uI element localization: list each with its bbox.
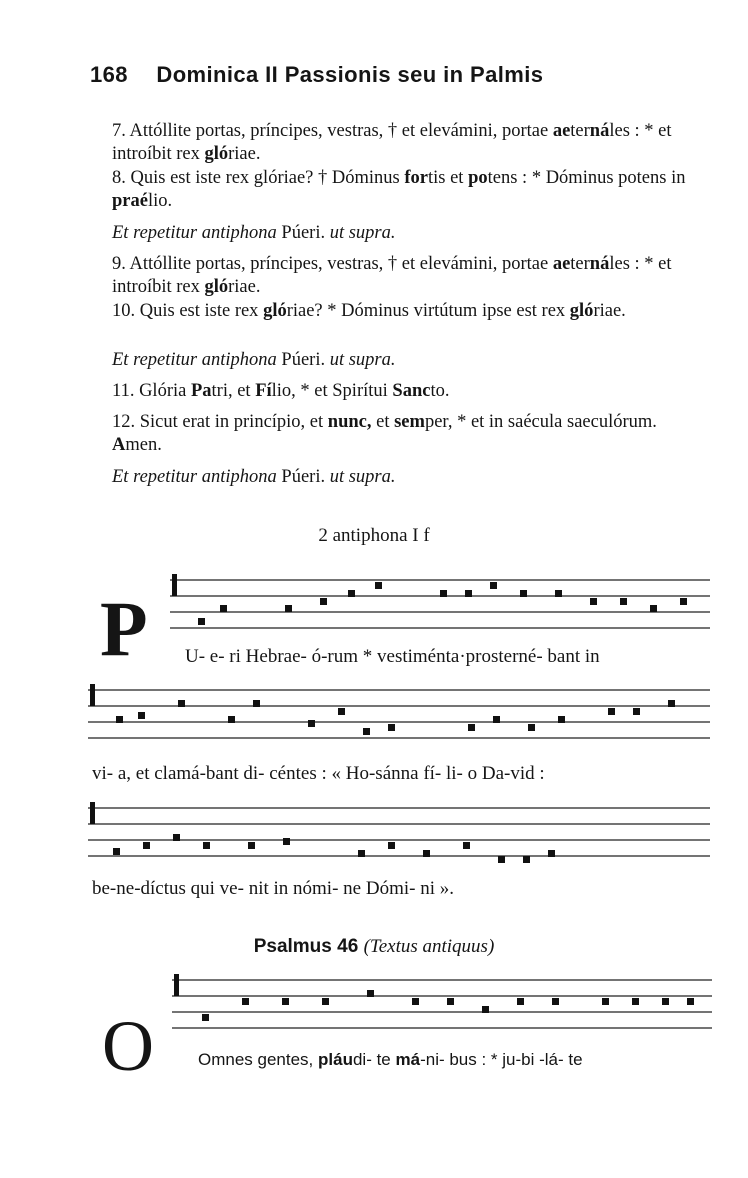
chant-lyrics-2: vi- a, et clamá-bant di- céntes : « Ho-sánna fí- li- o Da-vid : bbox=[92, 763, 545, 784]
neume bbox=[173, 834, 180, 841]
page-header bbox=[90, 62, 710, 88]
neume bbox=[242, 998, 249, 1005]
neume bbox=[447, 998, 454, 1005]
neume bbox=[228, 716, 235, 723]
clef-mark bbox=[90, 684, 95, 706]
neume bbox=[282, 998, 289, 1005]
neume bbox=[178, 700, 185, 707]
clef-mark bbox=[174, 974, 179, 996]
neume bbox=[308, 720, 315, 727]
verse-v8: 8. Quis est iste rex glóriae? † Dóminus fortis et potens : * Dóminus potens in praélio. bbox=[112, 168, 686, 211]
antiphon-initial: P bbox=[100, 585, 148, 672]
neume bbox=[608, 708, 615, 715]
neume bbox=[358, 850, 365, 857]
antiphon-heading: 2 antiphona I f bbox=[318, 525, 430, 546]
neume bbox=[283, 838, 290, 845]
staff-lines-2 bbox=[88, 680, 710, 750]
verse-v10: 10. Quis est iste rex glóriae? * Dóminus virtútum ipse est rex glóriae. bbox=[112, 301, 626, 321]
neume bbox=[113, 848, 120, 855]
neume bbox=[348, 590, 355, 597]
clef-mark bbox=[172, 574, 177, 596]
neume bbox=[363, 728, 370, 735]
neume bbox=[253, 700, 260, 707]
neume bbox=[555, 590, 562, 597]
neume bbox=[558, 716, 565, 723]
staff-lines-1 bbox=[170, 570, 710, 640]
neume bbox=[116, 716, 123, 723]
clef-mark bbox=[90, 802, 95, 824]
chant-staff-2 bbox=[88, 680, 710, 750]
chant-lyrics-1: U- e- ri Hebrae- ó-rum * vestiménta·prosterné- bant in bbox=[185, 646, 600, 667]
staff-lines-4 bbox=[172, 970, 712, 1040]
rubric-line: Et repetitur antiphona Púeri. ut supra. bbox=[112, 223, 396, 243]
neume bbox=[220, 605, 227, 612]
neume bbox=[482, 1006, 489, 1013]
chant-staff-1 bbox=[170, 570, 710, 640]
neume bbox=[375, 582, 382, 589]
neume bbox=[687, 998, 694, 1005]
neume bbox=[202, 1014, 209, 1021]
neume bbox=[490, 582, 497, 589]
rubric-line: Et repetitur antiphona Púeri. ut supra. bbox=[112, 350, 396, 370]
neume bbox=[602, 998, 609, 1005]
rubric-line: Et repetitur antiphona Púeri. ut supra. bbox=[112, 467, 396, 487]
neume bbox=[680, 598, 687, 605]
neume bbox=[203, 842, 210, 849]
chant-staff-3 bbox=[88, 798, 710, 868]
verse-v12: 12. Sicut erat in princípio, et nunc, et semper, * et in saécula saeculórum. Amen. bbox=[112, 412, 657, 455]
neume bbox=[138, 712, 145, 719]
neume bbox=[548, 850, 555, 857]
verse-v11: 11. Glória Patri, et Fílio, * et Spirítui Sancto. bbox=[112, 381, 450, 401]
neume bbox=[493, 716, 500, 723]
neume bbox=[668, 700, 675, 707]
neume bbox=[528, 724, 535, 731]
neume bbox=[248, 842, 255, 849]
staff-lines-3 bbox=[88, 798, 710, 868]
neume bbox=[590, 598, 597, 605]
verse-v7: 7. Attóllite portas, príncipes, vestras, † et elevámini, portae aeternáles : * et introíbit rex glóriae. bbox=[112, 121, 672, 164]
neume bbox=[285, 605, 292, 612]
neume bbox=[412, 998, 419, 1005]
neume bbox=[633, 708, 640, 715]
neume bbox=[367, 990, 374, 997]
psalm-lyrics: Omnes gentes, pláudi- te má-ni- bus : * ju-bi -lá- te bbox=[198, 1050, 583, 1069]
neume bbox=[517, 998, 524, 1005]
neume bbox=[620, 598, 627, 605]
neume bbox=[440, 590, 447, 597]
page-number: 168 bbox=[90, 62, 128, 87]
neume bbox=[632, 998, 639, 1005]
neume bbox=[498, 856, 505, 863]
neume bbox=[465, 590, 472, 597]
neume bbox=[338, 708, 345, 715]
neume bbox=[143, 842, 150, 849]
neume bbox=[520, 590, 527, 597]
neume bbox=[423, 850, 430, 857]
neume bbox=[320, 598, 327, 605]
psalm-heading: Psalmus 46 (Textus antiquus) bbox=[253, 936, 495, 957]
neume bbox=[388, 842, 395, 849]
neume bbox=[322, 998, 329, 1005]
neume bbox=[552, 998, 559, 1005]
neume bbox=[523, 856, 530, 863]
neume bbox=[198, 618, 205, 625]
psalm-staff bbox=[172, 970, 712, 1040]
chant-lyrics-3: be-ne-díctus qui ve- nit in nómi- ne Dómi- ni ». bbox=[92, 878, 454, 899]
page-title: Dominica II Passionis seu in Palmis bbox=[156, 62, 544, 87]
verse-v9: 9. Attóllite portas, príncipes, vestras, † et elevámini, portae aeternáles : * et introíbit rex glóriae. bbox=[112, 254, 672, 297]
neume bbox=[468, 724, 475, 731]
neume bbox=[662, 998, 669, 1005]
neume bbox=[463, 842, 470, 849]
psalm-initial: O bbox=[102, 1006, 154, 1086]
neume bbox=[650, 605, 657, 612]
neume bbox=[388, 724, 395, 731]
